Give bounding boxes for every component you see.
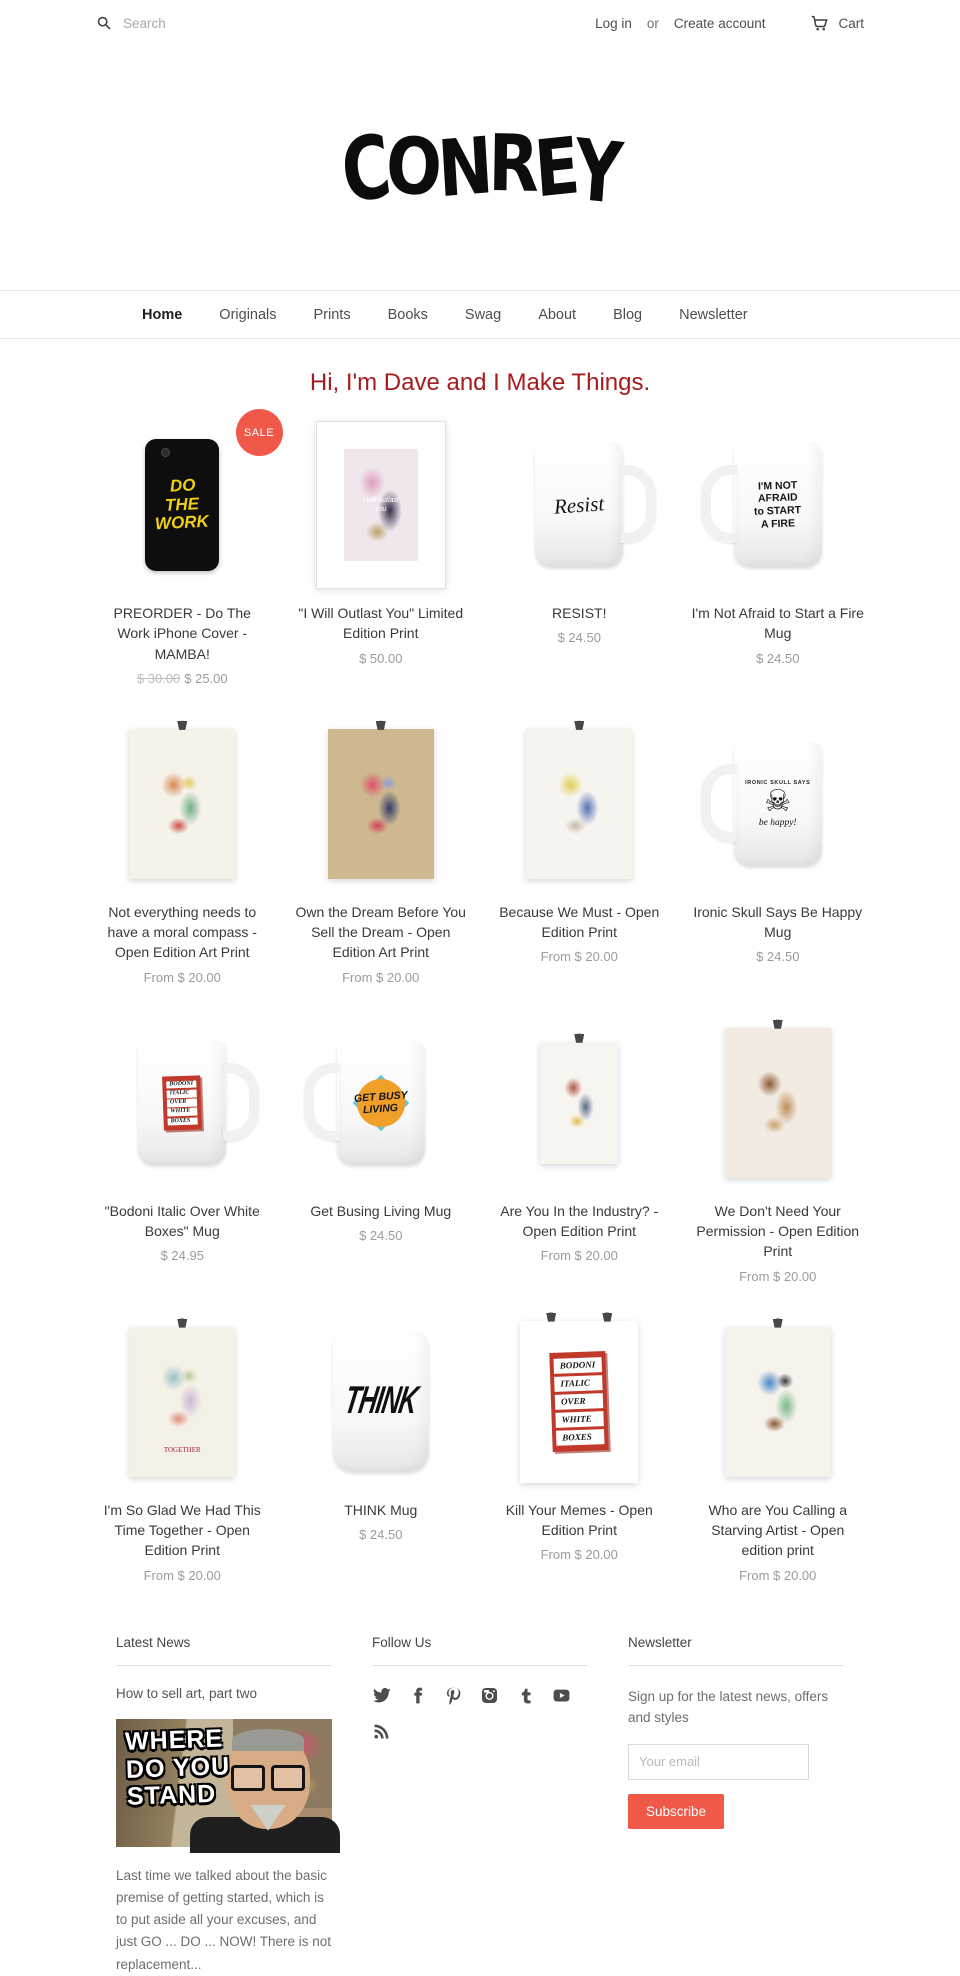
product-media[interactable] [295,718,468,890]
pinterest-icon[interactable] [444,1686,463,1705]
print-artwork [743,1056,813,1149]
instagram-icon[interactable] [480,1686,499,1705]
facebook-icon[interactable] [408,1686,427,1705]
product-price [692,1568,865,1583]
product-media[interactable] [96,1316,269,1488]
product-title[interactable]: We Don't Need Your Permission - Open Edition Print [696,1202,860,1260]
product-media[interactable] [295,419,468,591]
price-value: $ 24.50 [756,949,800,965]
price-value: From $ 20.00 [342,969,420,985]
skull-caption: IRONIC SKULL SAYS [745,780,811,787]
product-price [96,1248,269,1263]
product-price [295,970,468,985]
binder-clip-icon [177,1319,187,1328]
footer-latest-news [116,1635,332,1976]
art-print-visual [526,729,632,879]
product-media[interactable] [96,1017,269,1189]
product-price [96,671,269,686]
product-title[interactable]: Not everything needs to have a moral compass - Open Edition Art Print [107,903,257,961]
colorful-artwork [350,1070,412,1136]
mug-artwork [754,480,801,530]
mug-art-line: I'M NOT [757,479,798,493]
mug-art-line: LIVING [362,1101,399,1116]
login-link[interactable]: Log in [595,15,632,31]
print-artwork [346,757,416,850]
product-card[interactable] [692,718,865,985]
case-art-line: DO [168,475,196,497]
search-box[interactable] [96,15,345,32]
product-card[interactable] [295,1017,468,1284]
product-price [493,1547,666,1562]
binder-clip-icon [773,1020,783,1029]
print-artwork [147,757,217,850]
subscribe-button[interactable]: Subscribe [628,1794,724,1829]
box-line: WHITE [556,1411,604,1428]
product-card[interactable] [96,718,269,985]
product-media[interactable] [295,1316,468,1488]
nav-item-newsletter[interactable]: Newsletter [679,306,748,323]
product-media[interactable] [295,1017,468,1189]
mug-art-line: AFRAID [757,491,798,506]
product-title[interactable]: I'm Not Afraid to Start a Fire Mug [691,605,864,642]
price-value: $ 24.50 [756,650,800,666]
search-icon[interactable] [96,15,112,31]
mug-visual [535,443,623,567]
youtube-icon[interactable] [552,1686,571,1705]
mug-visual [138,1041,226,1165]
print-artwork [544,757,614,850]
mug-handle [701,465,737,543]
mug-handle [223,1063,259,1141]
product-title[interactable]: Own the Dream Before You Sell the Dream - Open Edition Art Print [295,903,466,961]
cart-icon[interactable] [810,14,829,32]
mug-artwork [553,490,606,519]
article-excerpt: Last time we talked about the basic premise of getting started, which is to put aside all your excuses, and just GO ... DO ... NOW! There is not replacement... [116,1867,332,1972]
product-card[interactable] [295,419,468,686]
nav-item-about[interactable]: About [538,306,577,323]
binder-clip-icon [602,1313,612,1322]
box-line: ITALIC [167,1089,197,1098]
art-print-visual [129,1327,235,1477]
product-price [295,1228,468,1243]
product-title[interactable]: Because We Must - Open Edition Print [499,903,660,941]
footer-follow-us [372,1635,588,1976]
product-title[interactable]: I'm So Glad We Had This Time Together - Open Edition Print [103,1501,261,1559]
product-media[interactable] [493,1316,666,1488]
product-card[interactable] [96,1017,269,1284]
product-media[interactable] [692,1017,865,1189]
mug-body [138,1041,226,1165]
price-value: From $ 20.00 [739,1268,817,1284]
product-price [96,1568,269,1583]
mug-art-line: to START [754,504,802,518]
article-thumbnail[interactable] [116,1719,332,1847]
nav-item-originals[interactable]: Originals [219,306,277,323]
main-nav [0,290,960,339]
skull-icon: ☠ [764,785,792,819]
price-value: $ 24.50 [557,630,601,646]
footer [96,1635,864,1976]
store-logo[interactable]: CONREY [336,116,621,224]
product-price [692,949,865,964]
price-value: $ 50.00 [359,650,403,666]
email-field[interactable] [628,1744,809,1780]
phone-case-visual [145,439,219,571]
mug-art-text: Resist [553,490,606,519]
nav-item-books[interactable]: Books [387,306,428,323]
print-artwork [554,1065,605,1141]
product-card[interactable] [692,419,865,686]
product-media[interactable] [692,419,865,591]
print-art-text: TOGETHER [163,1445,201,1454]
thumbnail-text: WHERE DO YOU STAND [124,1723,231,1811]
framed-print-visual [316,421,446,589]
product-media[interactable] [96,419,275,591]
product-price [493,1248,666,1263]
nav-item-home[interactable]: Home [142,306,183,323]
binder-clip-icon [773,1319,783,1328]
box-line: OVER [555,1393,603,1410]
box-line: ITALIC [555,1375,603,1392]
product-price [692,651,865,666]
mug-handle [304,1063,340,1141]
skull-script-text: be happy! [758,817,797,828]
face-illustration [226,1733,310,1829]
footer-newsletter [628,1635,844,1976]
product-media[interactable] [493,1017,666,1189]
mug-artwork [350,1070,412,1136]
mug-artwork [745,780,810,828]
frame-artwork [344,449,418,561]
price-value: $ 25.00 [184,670,228,686]
box-line: BODONI [554,1357,602,1374]
mug-visual [734,443,822,567]
product-price [295,1527,468,1542]
price-value: From $ 20.00 [739,1567,817,1583]
product-price [493,630,666,645]
case-art-line: WORK [154,511,210,534]
product-price [295,651,468,666]
twitter-icon[interactable] [372,1686,391,1705]
product-title[interactable]: Ironic Skull Says Be Happy Mug [693,903,863,941]
binder-clip-icon [546,1313,556,1322]
price-value: $ 24.95 [160,1248,204,1264]
product-media[interactable] [493,419,666,591]
box-line: BOXES [168,1117,198,1126]
art-print-visual [725,1327,831,1477]
follow-us-heading: Follow Us [372,1635,588,1666]
product-card[interactable] [295,718,468,985]
camera-icon [161,448,170,457]
art-print-visual [328,729,434,879]
nav-item-blog[interactable]: Blog [613,306,643,323]
bodoni-boxes-art [550,1351,609,1452]
mug-art-line: A FIRE [760,517,795,531]
product-price [493,949,666,964]
product-media[interactable] [96,718,269,890]
product-title[interactable]: "I Will Outlast You" Limited Edition Print [298,605,464,642]
topbar [96,0,864,46]
product-title[interactable]: Get Busing Living Mug [310,1202,452,1219]
mug-art-text: THINK [341,1379,421,1423]
product-grid [96,419,864,1583]
binder-clip-icon [177,721,187,730]
product-card[interactable] [493,718,666,985]
product-card[interactable] [692,1316,865,1583]
product-card[interactable] [493,1316,666,1583]
tumblr-icon[interactable] [516,1686,535,1705]
cart-label[interactable]: Cart [838,15,864,31]
product-title[interactable]: Kill Your Memes - Open Edition Print [505,1501,653,1538]
product-title[interactable]: "Bodoni Italic Over White Boxes" Mug [104,1202,260,1240]
rss-icon[interactable] [372,1722,391,1741]
sale-badge: SALE [236,409,283,456]
mug-handle [701,764,737,842]
binder-clip-icon [376,721,386,730]
binder-clip-icon [574,721,584,730]
newsletter-blurb: Sign up for the latest news, offers and styles [628,1688,829,1726]
product-card[interactable] [96,1316,269,1583]
art-print-visual [725,1028,831,1178]
print-artwork [743,1355,813,1448]
price-value: $ 24.50 [359,1526,403,1542]
art-print-visual [540,1042,618,1164]
mug-visual [337,1041,425,1165]
product-card[interactable] [692,1017,865,1284]
price-value: $ 24.50 [359,1228,403,1244]
mug-body [535,443,623,567]
account-links [595,14,864,32]
social-icons-row [372,1686,588,1741]
create-account-link[interactable]: Create account [673,15,766,31]
page-title: Hi, I'm Dave and I Make Things. [309,369,651,396]
price-value: From $ 20.00 [540,1248,618,1264]
mug-body [337,1041,425,1165]
product-media[interactable] [493,718,666,890]
price-value: From $ 20.00 [143,969,221,985]
art-print-visual [520,1321,638,1483]
mug-artwork [163,1076,201,1130]
mug-artwork [341,1379,421,1423]
product-card[interactable] [493,1017,666,1284]
frame-art-text: I will outlast you [362,496,399,513]
art-print-visual [129,729,235,879]
product-card[interactable] [295,1316,468,1583]
product-media[interactable] [692,718,865,890]
product-title[interactable]: Are You In the Industry? - Open Edition Print [500,1202,659,1240]
mug-body [734,742,822,866]
cart-link[interactable] [810,14,864,32]
box-line: BODONI [167,1080,197,1089]
product-card[interactable] [96,419,275,686]
mug-visual [734,742,822,866]
mug-handle [620,465,656,543]
product-media[interactable] [692,1316,865,1488]
product-price [692,1269,865,1284]
or-text: or [646,15,659,31]
product-card[interactable] [493,419,666,686]
search-input[interactable] [121,15,345,32]
box-line: OVER [167,1098,197,1107]
mug-body [333,1332,429,1472]
binder-clip-icon [574,1034,584,1043]
mug-body [734,443,822,567]
article-link[interactable]: How to sell art, part two [116,1685,258,1701]
box-line: BOXES [556,1429,604,1446]
print-artwork [147,1350,217,1443]
box-line: WHITE [168,1108,198,1117]
case-art-line: THE [164,493,200,515]
product-price [96,970,269,985]
price-value: From $ 20.00 [540,1547,618,1563]
price-value: From $ 20.00 [540,949,618,965]
mug-art-line: GET BUSY [353,1088,408,1105]
latest-news-heading: Latest News [116,1635,332,1666]
product-title[interactable]: PREORDER - Do The Work iPhone Cover - MAMBA! [113,605,251,662]
mug-visual [333,1332,429,1472]
product-title[interactable]: RESIST! [552,605,607,621]
compare-at-price: $ 30.00 [136,670,181,686]
product-title[interactable]: Who are You Calling a Starving Artist - Open edition print [708,1501,848,1559]
nav-item-prints[interactable]: Prints [313,306,351,323]
bodoni-boxes-art [162,1075,202,1130]
newsletter-heading: Newsletter [628,1635,844,1666]
nav-item-swag[interactable]: Swag [464,306,502,323]
product-title[interactable]: THINK Mug [344,1501,418,1518]
price-value: From $ 20.00 [143,1567,221,1583]
logo-section [0,46,960,290]
